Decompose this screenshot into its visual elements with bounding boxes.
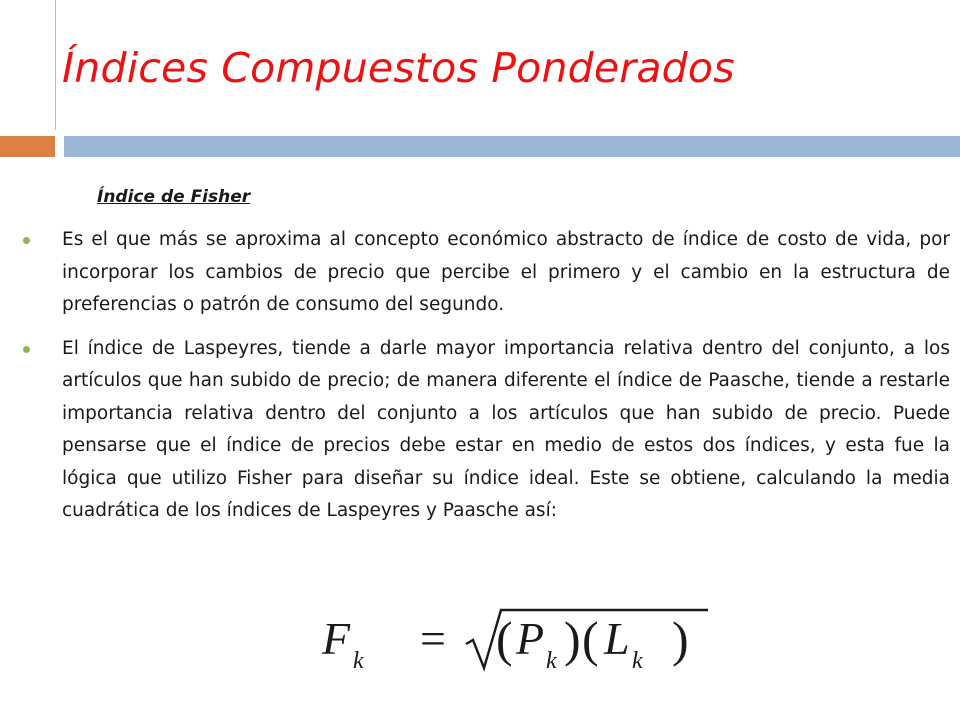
- formula-lhs-subscript: k: [353, 648, 364, 674]
- bullet-text: El índice de Laspeyres, tiende a darle mayor importancia relativa dentro del conjunto, a los artículos que han subido de precio; de manera diferente el índice de Paasche, tiende a restarle importancia relativa dentro del conjunto a los artículos que han subido de precio. Puede pensarse que el índice de precios debe estar en medio de estos dos índices, y esta fue la lógica que utilizo Fisher para diseñar su índice ideal. Este se obtiene, calculando la media cuadrática de los índices de Laspeyres y Paasche así:: [62, 337, 950, 521]
- formula-l: L: [604, 613, 630, 664]
- title-divider-line: [55, 0, 56, 130]
- accent-bar-orange: [0, 136, 55, 157]
- formula-p-subscript: k: [546, 648, 557, 674]
- formula-l-subscript: k: [632, 648, 643, 674]
- bullet-item: [20, 333, 950, 528]
- accent-bar-blue: [64, 136, 960, 157]
- formula-equals: =: [420, 613, 446, 664]
- formula-p: P: [516, 613, 545, 664]
- bullet-list: [20, 224, 950, 539]
- fisher-formula: [320, 606, 710, 676]
- formula-lhs: F: [322, 613, 351, 664]
- section-subheading: Índice de Fisher: [97, 187, 251, 207]
- slide-title: Índices Compuestos Ponderados: [62, 44, 735, 92]
- formula-paren: ): [672, 611, 689, 667]
- formula-paren: ): [564, 611, 581, 667]
- bullet-dot-icon: [23, 346, 30, 353]
- bullet-dot-icon: [23, 237, 30, 244]
- formula-paren: (: [582, 611, 599, 667]
- formula-paren: (: [496, 611, 513, 667]
- bullet-item: [20, 224, 950, 322]
- bullet-text: Es el que más se aproxima al concepto económico abstracto de índice de costo de vida, por incorporar los cambios de precio que percibe el primero y el cambio en la estructura de preferencias o patrón de consumo del segundo.: [62, 229, 950, 315]
